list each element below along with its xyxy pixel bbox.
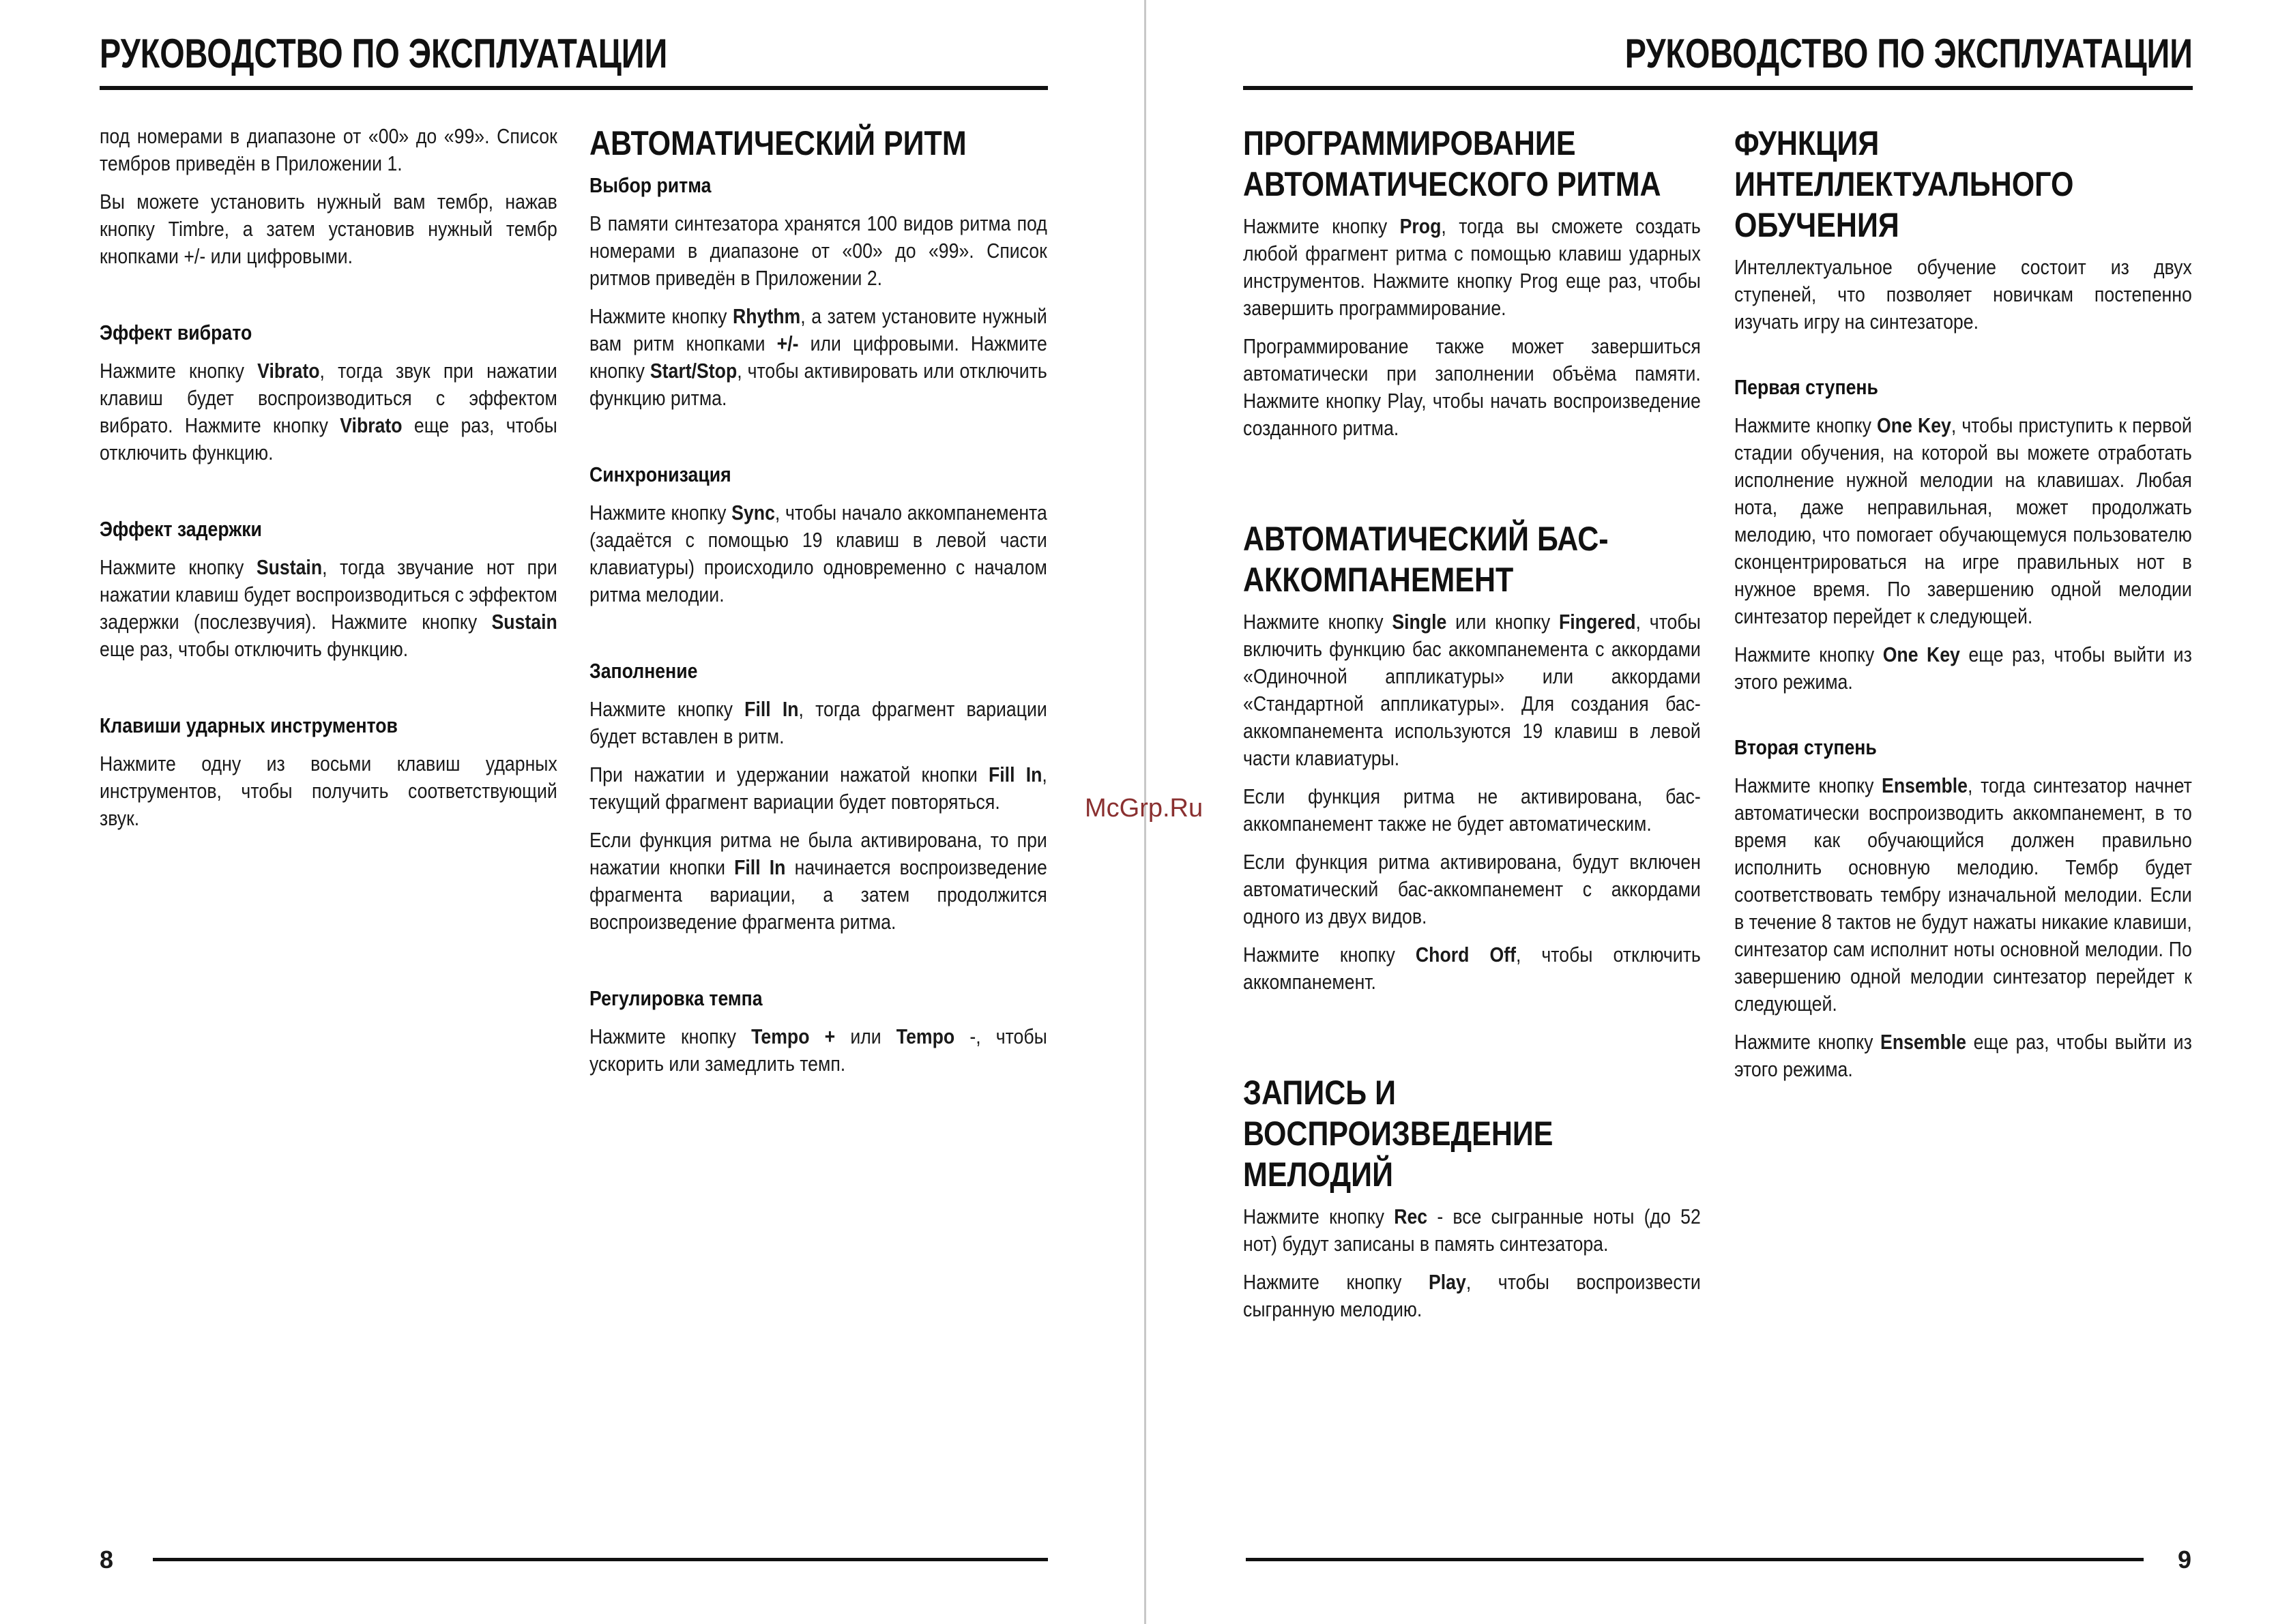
watermark: McGrp.Ru: [1085, 794, 1203, 823]
paragraph: Интеллектуальное обучение состоит из двух ступеней, что позволяет новичкам постепенно изучать игру на синтезаторе.: [1734, 255, 2192, 334]
paragraph: Нажмите кнопку One Key, чтобы приступить к первой стадии обучения, на которой вы можете отработать исполнение нужной мелодии на клавишах. Любая нота, даже неправильная, может продолжать мелодию, что помогает обучающемуся пользователю сконцентрироваться на игре правильных нот в нужное время. По завершению одной мелодии синтезатор перейдет к следующей.: [1734, 413, 2192, 628]
section-heading-record: ЗАПИСЬ И ВОСПРОИЗВЕДЕНИЕ МЕЛОДИЙ: [1243, 1074, 1553, 1194]
page-title-right: РУКОВОДСТВО ПО ЭКСПЛУАТАЦИИ: [1624, 31, 2193, 76]
paragraph: под номерами в диапазоне от «00» до «99». Список тембров приведён в Приложении 1.: [100, 124, 557, 175]
section-heading-vibrato: Эффект вибрато: [100, 321, 252, 344]
header-rule-left: [100, 86, 1048, 90]
paragraph: Нажмите кнопку One Key еще раз, чтобы выйти из этого режима.: [1734, 643, 2192, 694]
paragraph: Нажмите кнопку Rhythm, а затем установите нужный вам ритм кнопками +/- или цифровыми. Нажмите кнопку Start/Stop, чтобы активировать или отключить функцию ритма.: [589, 304, 1047, 410]
paragraph: Нажмите кнопку Vibrato, тогда звук при нажатии клавиш будет воспроизводиться с эффектом вибрато. Нажмите кнопку Vibrato еще раз, чтобы отключить функцию.: [100, 359, 557, 464]
paragraph: Если функция ритма не активирована, бас-аккомпанемент также не будет автоматическим.: [1243, 784, 1701, 836]
subheading-select-rhythm: Выбор ритма: [589, 173, 712, 197]
paragraph: Нажмите кнопку Ensemble еще раз, чтобы выйти из этого режима.: [1734, 1030, 2192, 1081]
paragraph: Нажмите кнопку Chord Off, чтобы отключить аккомпанемент.: [1243, 943, 1701, 994]
page-number-right: 9: [2178, 1546, 2192, 1574]
paragraph: Вы можете установить нужный вам тембр, нажав кнопку Timbre, а затем установив нужный тембр кнопками +/- или цифровыми.: [100, 190, 557, 268]
section-heading-auto-rhythm: АВТОМАТИЧЕСКИЙ РИТМ: [589, 124, 967, 162]
page-number-left: 8: [100, 1546, 114, 1574]
column-2: [589, 123, 1047, 1089]
section-heading-drums: Клавиши ударных инструментов: [100, 713, 398, 737]
subheading-tempo: Регулировка темпа: [589, 986, 763, 1010]
paragraph: Программирование также может завершиться автоматически при заполнении объёма памяти. Нажмите кнопку Play, чтобы начать воспроизведение созданного ритма.: [1243, 334, 1701, 440]
subheading-fill: Заполнение: [589, 659, 698, 683]
section-heading-intelligent-learning: ФУНКЦИЯ ИНТЕЛЛЕКТУАЛЬНОГО ОБУЧЕНИЯ: [1734, 124, 2074, 244]
paragraph: Если функция ритма не была активирована, то при нажатии кнопки Fill In начинается воспроизведение фрагмента вариации, а затем продолжится воспроизведение фрагмента ритма.: [589, 828, 1047, 934]
subheading-step-1: Первая ступень: [1734, 375, 1878, 399]
column-1: [100, 123, 557, 843]
footer-rule-right: [1246, 1558, 2144, 1561]
page-title-left: РУКОВОДСТВО ПО ЭКСПЛУАТАЦИИ: [100, 31, 668, 76]
paragraph: В памяти синтезатора хранятся 100 видов ритма под номерами в диапазоне от «00» до «99». Список ритмов приведён в Приложении 2.: [589, 211, 1047, 290]
subheading-step-2: Вторая ступень: [1734, 735, 1877, 759]
paragraph: Нажмите кнопку Sync, чтобы начало аккомпанемента (задаётся с помощью 19 клавиш в левой части клавиатуры) происходило одновременно с началом ритма мелодии.: [589, 501, 1047, 606]
section-heading-sustain: Эффект задержки: [100, 517, 262, 541]
paragraph: Нажмите кнопку Sustain, тогда звучание нот при нажатии клавиш будет воспроизводиться с эффектом задержки (послезвучия). Нажмите кнопку Sustain еще раз, чтобы отключить функцию.: [100, 555, 557, 661]
column-3: [1243, 123, 1700, 1334]
section-heading-programming: ПРОГРАММИРОВАНИЕ АВТОМАТИЧЕСКОГО РИТМА: [1243, 124, 1661, 203]
paragraph: Нажмите кнопку Tempo + или Tempo -, чтобы ускорить или замедлить темп.: [589, 1024, 1047, 1076]
footer-rule-left: [153, 1558, 1048, 1561]
section-heading-bass: АВТОМАТИЧЕСКИЙ БАС-АККОМПАНЕМЕНТ: [1243, 520, 1609, 599]
paragraph: Нажмите кнопку Play, чтобы воспроизвести сыгранную мелодию.: [1243, 1270, 1701, 1321]
paragraph: Нажмите кнопку Single или кнопку Fingered, чтобы включить функцию бас аккомпанемента с аккордами «Одиночной аппликатуры» или аккордами «Стандартной аппликатуры». Для создания бас-аккомпанемента используются 19 клавиш в левой части клавиатуры.: [1243, 610, 1701, 770]
header-rule-right: [1243, 86, 2193, 90]
paragraph: При нажатии и удержании нажатой кнопки Fill In, текущий фрагмент вариации будет повторяться.: [589, 763, 1047, 814]
subheading-sync: Синхронизация: [589, 462, 731, 486]
column-4: [1734, 123, 2191, 1094]
paragraph: Если функция ритма активирована, будут включен автоматический бас-аккомпанемент с аккордами одного из двух видов.: [1243, 850, 1701, 928]
paragraph: Нажмите одну из восьми клавиш ударных инструментов, чтобы получить соответствующий звук.: [100, 752, 557, 830]
paragraph: Нажмите кнопку Prog, тогда вы сможете создать любой фрагмент ритма с помощью клавиш ударных инструментов. Нажмите кнопку Prog еще раз, чтобы завершить программирование.: [1243, 214, 1701, 320]
paragraph: Нажмите кнопку Ensemble, тогда синтезатор начнет автоматически воспроизводить аккомпанемент, в то время как обучающийся должен правильно исполнить основную мелодию. Тембр будет соответствовать тембру изначальной мелодии. Если в течение 8 тактов не будут нажаты никакие клавиши, синтезатор сам исполнит ноты основной мелодии. По завершению одной мелодии синтезатор перейдет к следующей.: [1734, 773, 2192, 1016]
paragraph: Нажмите кнопку Fill In, тогда фрагмент вариации будет вставлен в ритм.: [589, 697, 1047, 748]
paragraph: Нажмите кнопку Rec - все сыгранные ноты (до 52 нот) будут записаны в память синтезатора.: [1243, 1205, 1701, 1256]
